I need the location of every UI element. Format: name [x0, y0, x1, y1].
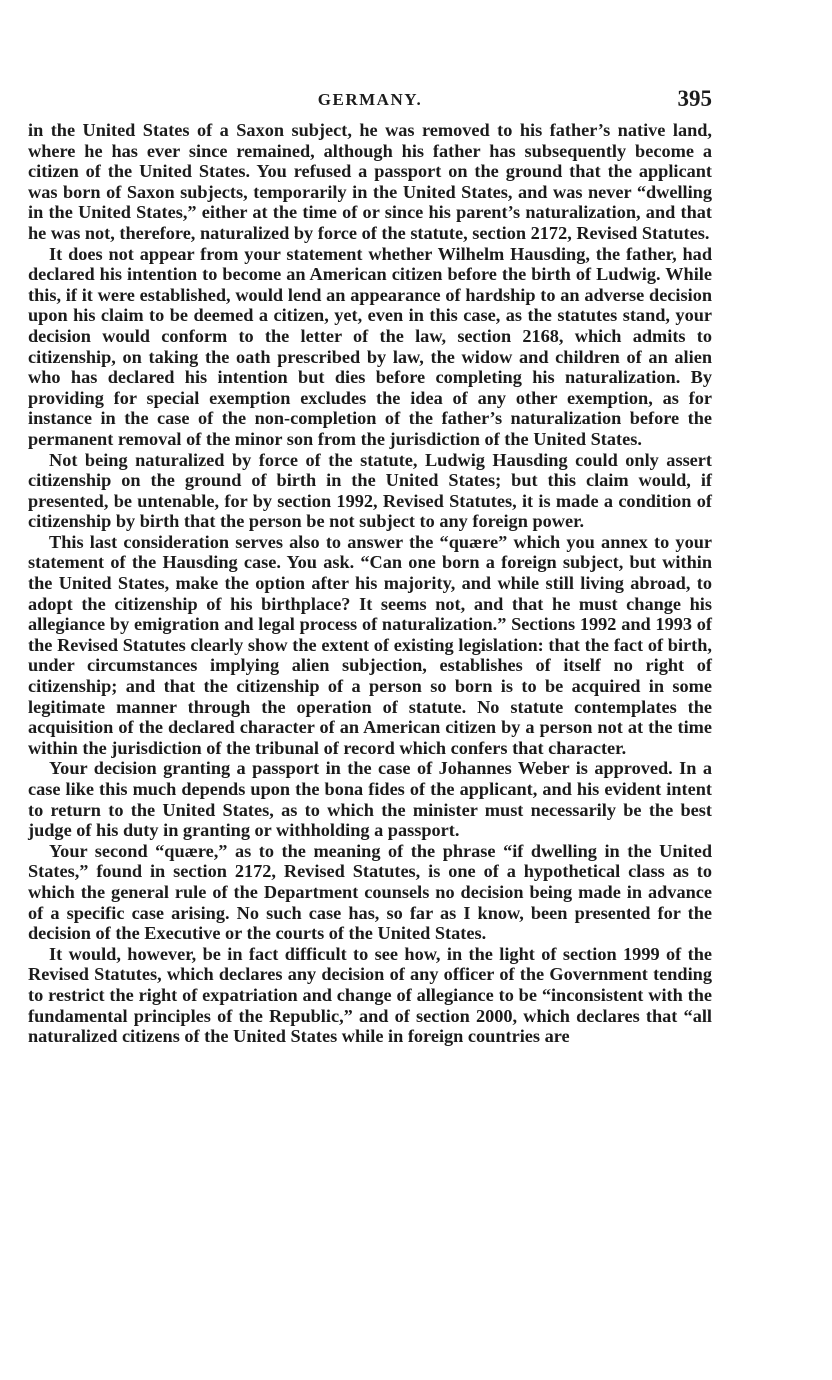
paragraph: Not being naturalized by force of the statute, Ludwig Hausding could only assert citizenship on the ground of birth in the United States; but this claim would, if presented, be untenable, for by section 1992, Revised Statutes, it is made a condition of citizenship by birth that the person be not subject to any foreign power. [28, 449, 712, 532]
paragraph-continued: in the United States of a Saxon subject, he was removed to his father’s native land, where he has ever since remained, although his father has subsequently become a citizen of the United States. You refused a passport on the ground that the applicant was born of Saxon subjects, temporarily in the United States, and was never “dwelling in the United States,” either at the time of or since his parent’s naturalization, and that he was not, therefore, naturalized by force of the statute, section 2172, Revised Statutes. [28, 120, 712, 243]
document-page [28, 86, 712, 1047]
paragraph: This last consideration serves also to answer the “quære” which you annex to your statement of the Hausding case. You ask. “Can one born a foreign subject, but within the United States, make the option after his majority, and while still living abroad, to adopt the citizenship of his birthplace? It seems not, and that he must change his allegiance by emigration and legal process of naturalization.” Sections 1992 and 1993 of the Revised Statutes clearly show the extent of existing legislation: that the fact of birth, under circumstances implying alien subjection, establishes of itself no right of citizenship; and that the citizenship of a person so born is to be acquired in some legitimate manner through the operation of statute. No statute contemplates the acquisition of the declared character of an American citizen by a person not at the time within the jurisdiction of the tribunal of record which confers that character. [28, 531, 712, 758]
paragraph: It does not appear from your statement whether Wilhelm Hausding, the father, had declared his intention to become an American citizen before the birth of Ludwig. While this, if it were established, would lend an appearance of hardship to an adverse decision upon his claim to be deemed a citizen, yet, even in this case, as the statutes stand, your decision would conform to the letter of the law, section 2168, which admits to citizenship, on taking the oath prescribed by law, the widow and children of an alien who has declared his intention but dies before completing his naturalization. By providing for special exemption excludes the idea of any other exemption, as for instance in the case of the non-completion of the father’s naturalization before the permanent removal of the minor son from the jurisdiction of the United States. [28, 243, 712, 449]
paragraph: Your decision granting a passport in the case of Johannes Weber is approved. In a case like this much depends upon the bona fides of the applicant, and his evident intent to return to the United States, as to which the minister must necessarily be the best judge of his duty in granting or withholding a passport. [28, 758, 712, 841]
paragraph: Your second “quære,” as to the meaning of the phrase “if dwelling in the United States,” found in section 2172, Revised Statutes, is one of a hypothetical class as to which the general rule of the Department counsels no decision being made in advance of a specific case arising. No such case has, so far as I know, been presented for the decision of the Executive or the courts of the United States. [28, 840, 712, 944]
running-head: GERMANY. [317, 90, 423, 109]
body-text [28, 120, 712, 1047]
page-number: 395 [677, 86, 712, 111]
paragraph: It would, however, be in fact difficult to see how, in the light of section 1999 of the Revised Statutes, which declares any decision of any officer of the Government tending to restrict the right of expatriation and change of allegiance to be “inconsistent with the fundamental principles of the Republic,” and of section 2000, which declares that “all naturalized citizens of the United States while in foreign countries are [28, 943, 712, 1047]
page-header [28, 86, 712, 120]
